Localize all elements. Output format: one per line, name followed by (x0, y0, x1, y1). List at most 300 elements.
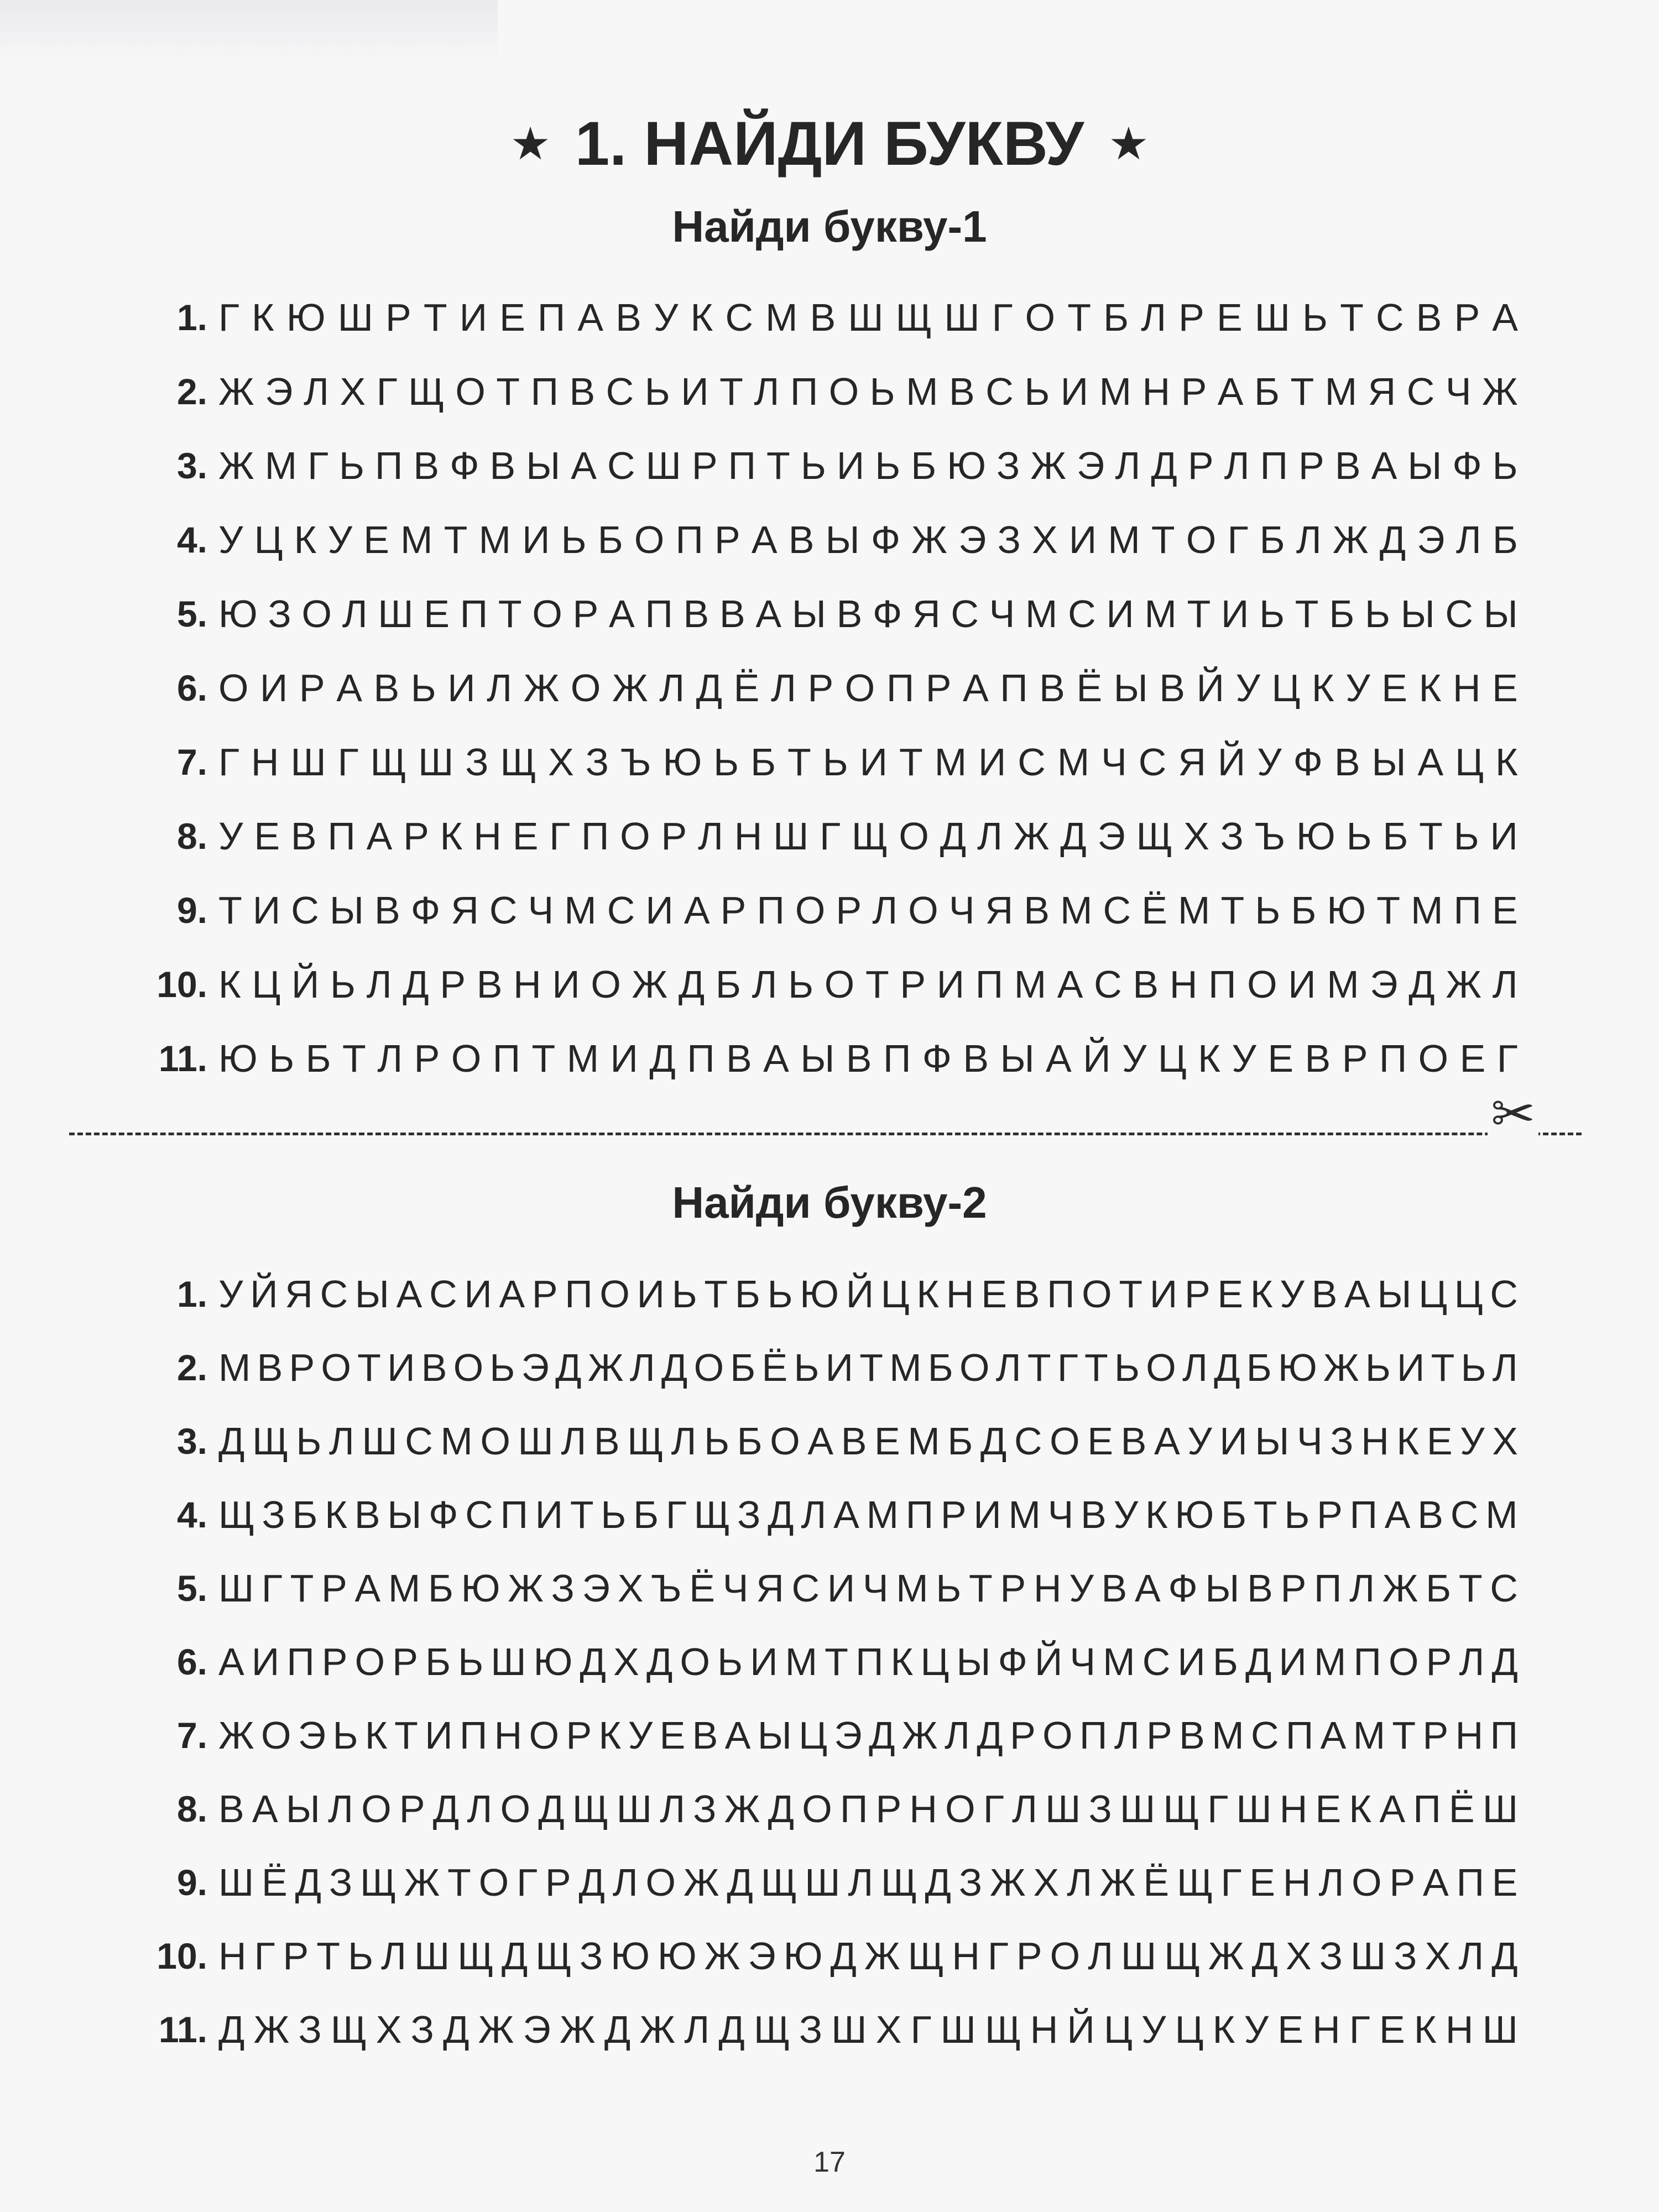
letter: Л (770, 666, 796, 709)
letter: Е (659, 1714, 686, 1757)
letter: Д (1151, 444, 1177, 487)
letter: И (522, 518, 550, 561)
letter: Г (665, 1493, 687, 1536)
letter: В (1101, 1567, 1128, 1610)
letter: Э (958, 518, 987, 561)
letter: Щ (1177, 1861, 1213, 1904)
letter: Х (613, 1640, 639, 1683)
letter: М (1057, 740, 1090, 784)
letter: Щ (218, 1493, 255, 1536)
letter: Ь (330, 963, 356, 1006)
letter: Д (501, 1934, 528, 1978)
letter-row (0, 290, 1659, 345)
letter: В (1416, 296, 1442, 339)
letter: Ю (662, 740, 702, 784)
letter: Щ (851, 815, 888, 858)
letter: Ж (587, 1346, 624, 1389)
letter: Л (660, 1787, 686, 1830)
letter: Г (1349, 2008, 1370, 2051)
letter: О (770, 1420, 800, 1463)
letter: Л (561, 1420, 587, 1463)
letter: К (218, 963, 241, 1006)
letter: Ь (269, 1037, 295, 1080)
letter: Л (328, 1787, 353, 1830)
letter: Ь (671, 1272, 697, 1316)
row-number: 7. (176, 1715, 207, 1756)
letter: П (905, 1493, 934, 1536)
letter: П (1285, 1714, 1314, 1757)
letter: В (719, 592, 745, 635)
letter: Ы (1400, 592, 1435, 635)
letter: Л (944, 1714, 970, 1757)
letter: О (620, 815, 650, 858)
letter: Т (825, 1640, 848, 1683)
letter: Х (1183, 815, 1209, 858)
letter: Ж (724, 1787, 760, 1830)
letter: Ё (1448, 1787, 1475, 1830)
letter: Ь (348, 1934, 373, 1978)
letter: Б (927, 1346, 953, 1389)
row-letters (218, 512, 1518, 567)
letter: Д (727, 1861, 753, 1904)
letter: Ю (800, 1272, 839, 1316)
letter: Ъ (620, 740, 651, 784)
letter: С (791, 1567, 820, 1610)
letter: З (997, 518, 1021, 561)
letter: И (1279, 1640, 1307, 1683)
letter: Л (1182, 1346, 1208, 1389)
letter: Ж (864, 1934, 900, 1978)
letter: Т (1119, 1272, 1143, 1316)
letter: Й (1067, 2008, 1095, 2051)
letter: Л (1455, 518, 1481, 561)
letter: М (1099, 370, 1131, 413)
letter: Л (754, 370, 780, 413)
row-number: 1. (176, 1274, 207, 1314)
letter: П (1349, 1493, 1378, 1536)
letter: Ь (489, 1346, 515, 1389)
letter: Ц (1454, 1272, 1483, 1316)
letter: О (354, 1640, 385, 1683)
letter: Е (1426, 1420, 1453, 1463)
letter: Н (1030, 2008, 1058, 2051)
letter: Щ (1164, 1934, 1201, 1978)
letter: Т (1027, 1346, 1051, 1389)
letter: Ч (528, 889, 554, 932)
page-title (0, 102, 1659, 186)
letter: Л (977, 815, 1003, 858)
letter: Г (337, 740, 359, 784)
letter: З (1088, 1787, 1112, 1830)
letter: Л (467, 1787, 493, 1830)
letter: С (1103, 889, 1131, 932)
letter: Д (830, 1934, 857, 1978)
letter: В (1159, 666, 1185, 709)
letter: О (480, 1420, 510, 1463)
letter: Ж (704, 1934, 740, 1978)
letter: А (755, 592, 782, 635)
letter: И (1219, 1420, 1248, 1463)
letter: О (478, 1861, 509, 1904)
letter: С (1018, 740, 1046, 784)
letter: Л (328, 1420, 354, 1463)
letter: Т (1340, 296, 1364, 339)
letter: П (1208, 963, 1237, 1006)
letter: Б (292, 1493, 318, 1536)
letter: Щ (370, 740, 407, 784)
letter: Р (1317, 1493, 1343, 1536)
letter: Ы (1377, 1272, 1412, 1316)
letter: Ч (722, 1567, 749, 1610)
letter: Б (911, 444, 937, 487)
letter: В (963, 1037, 989, 1080)
letter: О (529, 1714, 560, 1757)
letter: Ф (1293, 740, 1323, 784)
letter: О (634, 518, 665, 561)
letter: Р (392, 1640, 418, 1683)
letter: К (1198, 1037, 1220, 1080)
letter: О (261, 1714, 291, 1757)
letter: Ш (1120, 1787, 1156, 1830)
letter: Ж (911, 518, 947, 561)
letter: Б (1103, 296, 1129, 339)
letter: Б (1492, 518, 1518, 561)
letter: Д (768, 1493, 794, 1536)
letter: Н (1169, 963, 1198, 1006)
letter: Л (684, 2008, 710, 2051)
letter: Б (737, 1420, 763, 1463)
letter: Р (566, 1714, 592, 1757)
letter: Т (704, 1272, 728, 1316)
letter: Л (1459, 1640, 1485, 1683)
letter: Б (633, 1493, 659, 1536)
letter: Е (1277, 2008, 1303, 2051)
letter: Ж (218, 370, 254, 413)
letter: З (579, 1934, 603, 1978)
letter: И (750, 1640, 778, 1683)
letter: В (593, 1420, 620, 1463)
letter: Щ (330, 2008, 367, 2051)
letter: Ы (526, 444, 561, 487)
letter: Ш (940, 2008, 976, 2051)
letter: П (886, 666, 915, 709)
letter: Р (572, 592, 599, 635)
letter: З (268, 592, 291, 635)
letter: Ч (948, 889, 975, 932)
letter: М (566, 1037, 599, 1080)
letter: О (591, 963, 621, 1006)
letter: П (883, 1037, 911, 1080)
letter: Щ (1136, 815, 1173, 858)
letter: Ш (1121, 1934, 1157, 1978)
letter: Т (1067, 296, 1091, 339)
letter: О (321, 1346, 351, 1389)
letter: Щ (627, 1420, 664, 1463)
letter: Ё (689, 1567, 716, 1610)
letter: Л (366, 963, 392, 1006)
letter: Б (428, 1567, 453, 1610)
letter: З (1220, 815, 1244, 858)
letter-row (0, 883, 1659, 938)
row-letters (218, 586, 1518, 641)
letter: Н (952, 1934, 980, 1978)
letter: Ш (645, 444, 681, 487)
row-letters (218, 957, 1518, 1012)
letter: Ы (956, 1640, 991, 1683)
letter: В (1179, 1714, 1205, 1757)
letter: Я (1178, 740, 1206, 784)
letter: Ж (523, 666, 560, 709)
row-letters (218, 1340, 1518, 1395)
letter: Л (1318, 1861, 1344, 1904)
letter: Д (1251, 1934, 1278, 1978)
letter: Ш (378, 592, 414, 635)
letter: О (532, 592, 562, 635)
letter: А (499, 1272, 525, 1316)
letter: Р (1178, 296, 1204, 339)
letter: Г (910, 2008, 932, 2051)
letter: А (577, 296, 604, 339)
letter: Ы (1407, 444, 1442, 487)
letter: О (1025, 296, 1056, 339)
letter: Л (342, 592, 368, 635)
letter: В (788, 518, 815, 561)
letter: П (687, 1037, 715, 1080)
letter: Х (1032, 518, 1058, 561)
letter: Ш (414, 1934, 450, 1978)
letter: Т (1187, 592, 1211, 635)
letter: Л (1492, 963, 1518, 1006)
letter: Д (718, 2008, 745, 2051)
row-letters (218, 1031, 1518, 1086)
letter: Ф (873, 592, 902, 635)
letter: О (301, 592, 332, 635)
letter: Л (1067, 1861, 1093, 1904)
letter: Д (604, 2008, 631, 2051)
letter: О (218, 666, 249, 709)
letter: Ж (632, 963, 668, 1006)
letter: Ь (822, 740, 848, 784)
letter: И (1149, 1272, 1178, 1316)
letter: Ж (1013, 815, 1050, 858)
letter: Г (218, 740, 239, 784)
letter: Ь (296, 1420, 322, 1463)
letter: Г (254, 1934, 275, 1978)
letter: Ц (1175, 2008, 1204, 2051)
letter: Д (443, 2008, 469, 2051)
letter: Д (403, 963, 429, 1006)
letter: П (286, 1640, 315, 1683)
letter: П (1000, 666, 1028, 709)
letter: Щ (408, 370, 445, 413)
letter-row (0, 364, 1659, 419)
letter: К (1311, 666, 1334, 709)
letter: П (459, 1714, 488, 1757)
letter: С (1094, 963, 1122, 1006)
letter: М (388, 1567, 421, 1610)
row-letters (218, 1781, 1518, 1837)
letter: Ю (1277, 1346, 1317, 1389)
letter-row (0, 1781, 1659, 1837)
letter: У (1244, 2008, 1269, 2051)
letter: Ф (1168, 1567, 1198, 1610)
letter: Б (947, 1420, 973, 1463)
letter: З (1394, 1934, 1417, 1978)
letter-row (0, 660, 1659, 716)
letter: Щ (1163, 1787, 1199, 1830)
letter: В (257, 1346, 283, 1389)
letter: Ж (508, 1567, 544, 1610)
row-number: 5. (176, 1568, 207, 1609)
letter: В (692, 1714, 718, 1757)
letter: Ь (875, 444, 901, 487)
letter: С (489, 889, 518, 932)
letter: М (1103, 1640, 1135, 1683)
letter: Ю (658, 1934, 697, 1978)
letter: Е (254, 815, 280, 858)
letter: Р (403, 815, 429, 858)
letter: Ь (1255, 889, 1281, 932)
letter: У (1187, 1420, 1212, 1463)
letter: У (1141, 2008, 1166, 2051)
letter: Р (720, 889, 747, 932)
letter: Ц (799, 1714, 827, 1757)
letter: Ь (1302, 296, 1328, 339)
letter: Л (381, 1934, 406, 1978)
letter: С (725, 296, 753, 339)
letter: У (1232, 1037, 1256, 1080)
letter: Ь (339, 444, 364, 487)
letter: М (1108, 518, 1140, 561)
letter: Н (473, 815, 502, 858)
letter: О (1186, 518, 1217, 561)
letter-row (0, 1634, 1659, 1689)
letter: Ы (1255, 1420, 1290, 1463)
letter: А (354, 1567, 381, 1610)
letter: Т (1458, 1567, 1483, 1610)
letter: Е (1491, 889, 1518, 932)
letter: Е (1315, 1787, 1342, 1830)
letter: И (387, 1346, 415, 1389)
letter: Ц (252, 963, 281, 1006)
row-number: 2. (176, 371, 207, 412)
letter: Ш (491, 1640, 526, 1683)
letter: Ц (254, 518, 283, 561)
letter: Р (545, 1861, 571, 1904)
letter: О (945, 1787, 975, 1830)
letter: Э (1370, 963, 1398, 1006)
letter: К (916, 1272, 940, 1316)
letter: Ш (1254, 296, 1290, 339)
letter: Н (251, 740, 279, 784)
letter: Ы (1483, 592, 1518, 635)
letter: Э (521, 1346, 549, 1389)
letter: В (569, 370, 596, 413)
letter: Д (768, 1787, 795, 1830)
letter: К (598, 1714, 622, 1757)
letter: Ч (1101, 740, 1127, 784)
letter: Р (1389, 1861, 1416, 1904)
letter: С (1406, 370, 1435, 413)
letter: Р (900, 963, 926, 1006)
letter: Ш (616, 1787, 652, 1830)
letter: Ь (1365, 592, 1390, 635)
letter: А (1423, 1861, 1449, 1904)
letter: Ё (733, 666, 760, 709)
letter: Н (218, 1934, 247, 1978)
letter: Г (218, 296, 239, 339)
row-letters (218, 1855, 1518, 1910)
letter: Л (487, 666, 513, 709)
row-letters (218, 438, 1518, 493)
letter: Щ (572, 1787, 609, 1830)
letter: Я (451, 889, 479, 932)
letter: В (1039, 666, 1065, 709)
letter: П (460, 592, 488, 635)
letter: С (1490, 1272, 1518, 1316)
letter: Ь (767, 1272, 793, 1316)
letter: И (1397, 1346, 1425, 1389)
letter: Ы (1000, 1037, 1035, 1080)
letter: Ш (848, 296, 884, 339)
letter-row (0, 808, 1659, 864)
letter: Е (1492, 666, 1518, 709)
section-title-2: Найди букву-2 (672, 1178, 987, 1227)
letter: Ф (450, 444, 479, 487)
letter: М (889, 1346, 922, 1389)
letter: Р (385, 296, 411, 339)
letter: Ф (429, 1493, 458, 1536)
letter: Ж (1446, 963, 1481, 1006)
letter: М (1411, 889, 1443, 932)
letter: Ж (683, 1861, 719, 1904)
letter: К (440, 815, 463, 858)
letter: Ш (1482, 2008, 1518, 2051)
letter: И (825, 1346, 853, 1389)
letter: О (1146, 1346, 1176, 1389)
letter: Ё (761, 1346, 788, 1389)
letter: Л (1492, 1346, 1518, 1389)
page-title-text: 1. НАЙДИ БУКВУ (575, 109, 1084, 178)
letter: Ь (800, 444, 826, 487)
letter: М (1212, 1714, 1244, 1757)
letter: М (1014, 963, 1047, 1006)
letter: В (1133, 963, 1159, 1006)
letter: Б (1426, 1567, 1452, 1610)
letter: Й (1217, 740, 1246, 784)
row-number: 3. (176, 445, 207, 486)
row-number: 11. (158, 2009, 207, 2050)
letter: О (455, 370, 486, 413)
letter: Я (1368, 370, 1396, 413)
letter: Д (925, 1861, 951, 1904)
letter: Е (1249, 1861, 1275, 1904)
letter: Д (977, 1714, 1003, 1757)
letter: Г (261, 1567, 283, 1610)
letter: Р (1184, 1272, 1211, 1316)
letter: Г (1057, 1346, 1078, 1389)
letter: Б (730, 1346, 756, 1389)
letter: И (552, 963, 580, 1006)
letter: А (1217, 370, 1244, 413)
letter: Э (582, 1567, 610, 1610)
letter: Щ (457, 1934, 494, 1978)
letter: Р (1298, 444, 1324, 487)
letter: Ы (285, 1787, 320, 1830)
letter: К (890, 1640, 914, 1683)
letter: М (564, 889, 597, 932)
letter: С (1490, 1567, 1518, 1610)
